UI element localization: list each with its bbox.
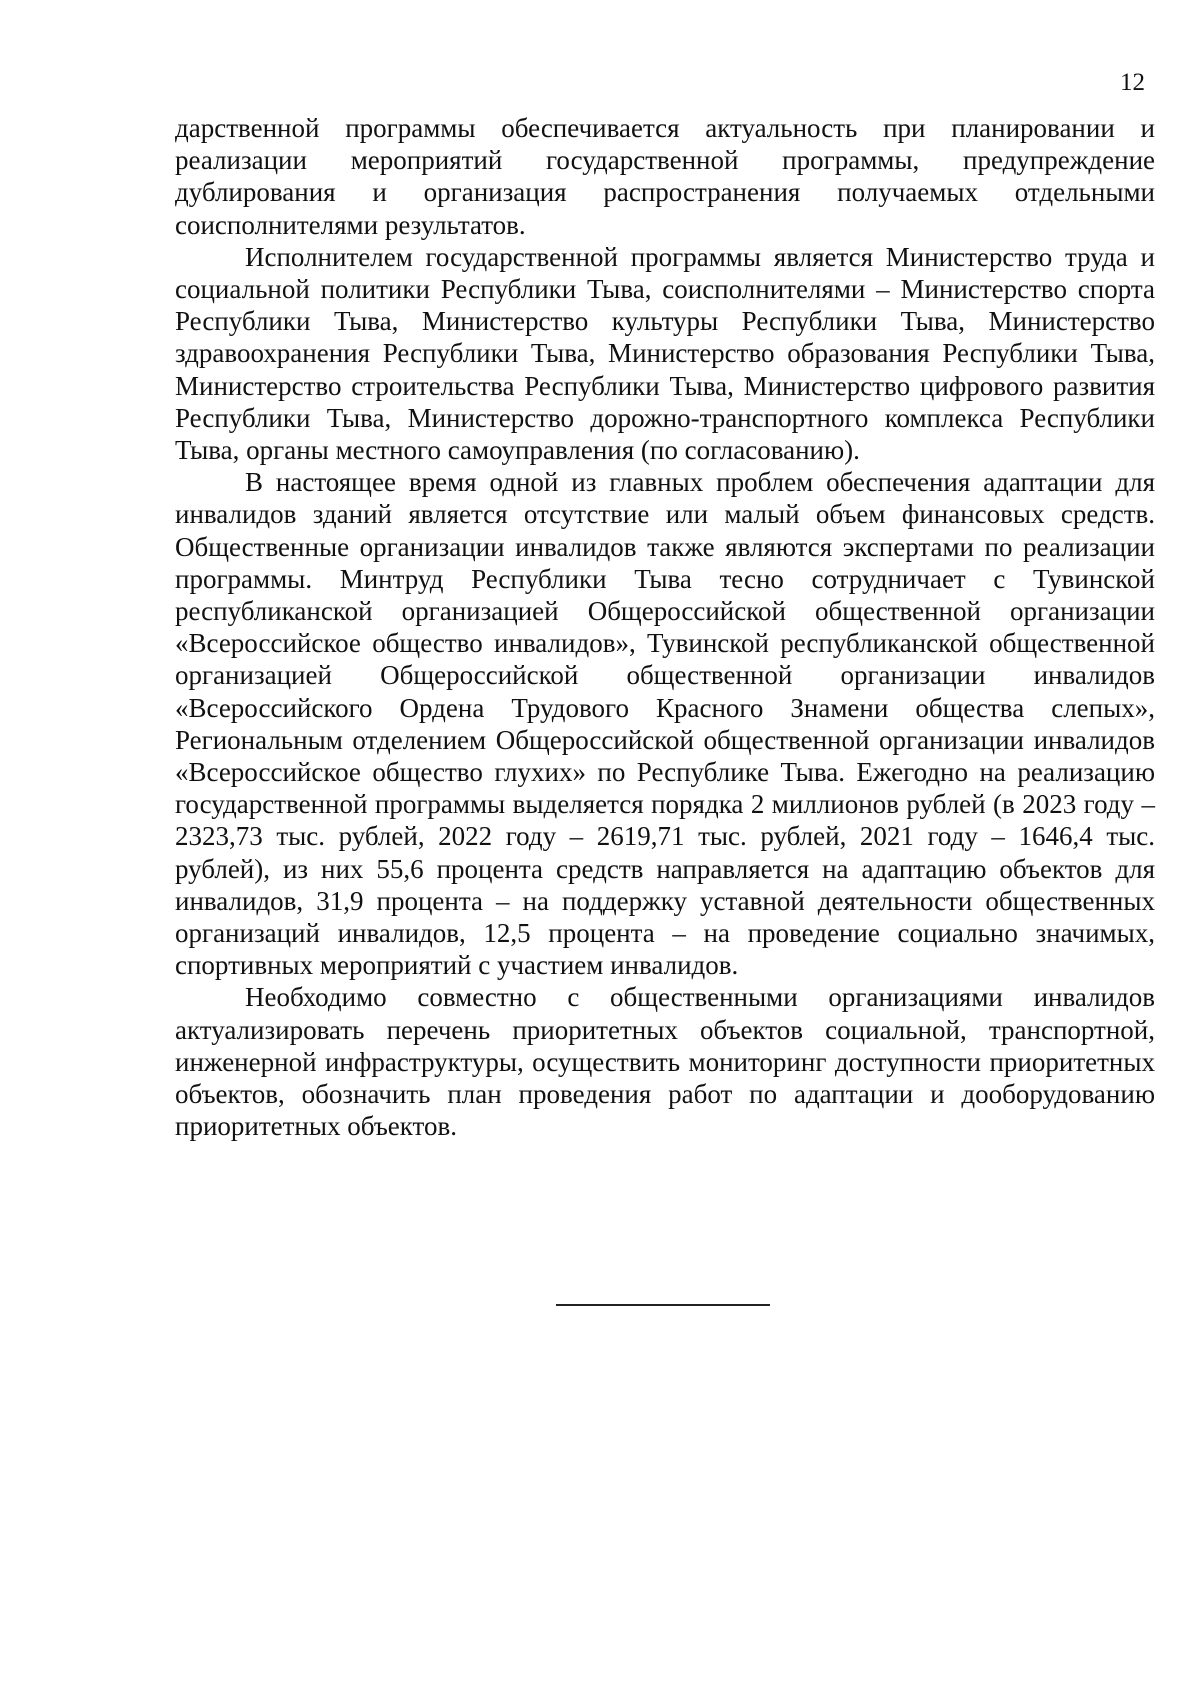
page-number: 12 <box>1120 69 1145 96</box>
paragraph-priorities: Необходимо совместно с общественными организациями инвалидов актуализировать перечень приоритетных объектов социальной, транспортной, инженерной инфраструктуры, осуществить мониторинг доступности приоритетных объектов, обозначить план проведения работ по адаптации и дооборудованию приоритетных объектов. <box>175 982 1155 1142</box>
paragraph-continuation: дарственной программы обеспечивается актуальность при планировании и реализации мероприятий государственной программы, предупреждение дублирования и организация распространения получаемых отдельными соисполнителями результатов. <box>175 113 1155 240</box>
paragraph-funding: В настоящее время одной из главных проблем обеспечения адаптации для инвалидов зданий является отсутствие или малый объем финансовых средств. Общественные организации инвалидов также являются экспертами по реализации программы. Минтруд Республики Тыва тесно сотрудничает с Тувинской республиканской организацией Общероссийской общественной организации «Всероссийское общество инвалидов», Тувинской республиканской общественной организацией Общероссийской общественной организации инвалидов «Всероссийского Ордена Трудового Красного Знамени общества слепых», Региональным отделением Общероссийской общественной организации инвалидов «Всероссийское общество глухих» по Республике Тыва. Ежегодно на реализацию государственной программы выделяется порядка 2 миллионов рублей (в 2023 году – 2323,73 тыс. рублей, 2022 году – 2619,71 тыс. рублей, 2021 году – 1646,4 тыс. рублей), из них 55,6 процента средств направляется на адаптацию объектов для инвалидов, 31,9 процента – на поддержку уставной деятельности общественных организаций инвалидов, 12,5 процента – на проведение социально значимых, спортивных мероприятий с участием инвалидов. <box>175 467 1155 981</box>
end-of-document-rule <box>556 1304 770 1306</box>
paragraph-executors: Исполнителем государственной программы является Министерство труда и социальной политики Республики Тыва, соисполнителями – Министерство спорта Республики Тыва, Министерство культуры Республики Тыва, Министерство здравоохранения Республики Тыва, Министерство образования Республики Тыва, Министерство строительства Республики Тыва, Министерство цифрового развития Республики Тыва, Министерство дорожно-транспортного комплекса Республики Тыва, органы местного самоуправления (по согласованию). <box>175 241 1155 466</box>
document-body <box>175 112 1155 1143</box>
